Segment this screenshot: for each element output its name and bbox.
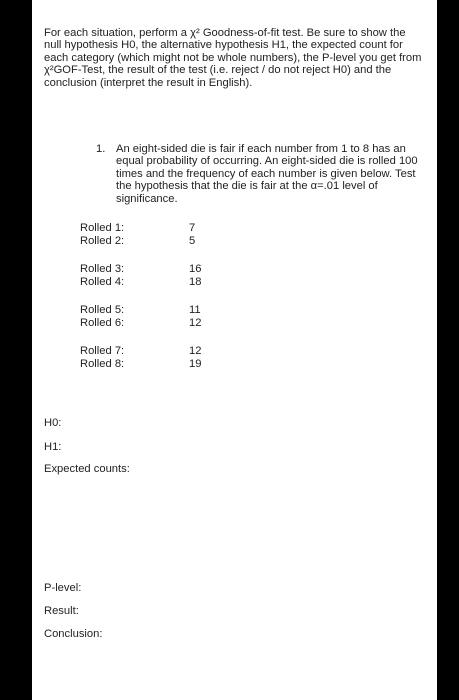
roll-count: 7 (189, 222, 196, 234)
roll-count: 11 (189, 304, 201, 316)
roll-row (80, 235, 280, 248)
roll-label: Rolled 8: (80, 358, 125, 370)
roll-count: 12 (189, 317, 202, 329)
roll-label: Rolled 1: (80, 222, 125, 234)
h1-label: H1: (44, 441, 62, 453)
roll-group (80, 304, 280, 341)
roll-row (80, 222, 280, 235)
roll-count: 5 (189, 235, 196, 247)
roll-group (80, 263, 280, 300)
expected-counts-label: Expected counts: (44, 463, 130, 475)
problem-1 (96, 143, 422, 205)
roll-group (80, 222, 280, 259)
roll-frequency-list (80, 222, 280, 386)
roll-count: 12 (189, 345, 202, 357)
roll-count: 18 (189, 276, 202, 288)
result-label: Result: (44, 605, 79, 617)
p-level-label: P-level: (44, 582, 82, 594)
h0-label: H0: (44, 417, 62, 429)
roll-row (80, 263, 280, 276)
roll-group (80, 345, 280, 382)
roll-count: 19 (189, 358, 202, 370)
roll-row (80, 276, 280, 289)
instructions-paragraph: For each situation, perform a χ² Goodness-of-fit test. Be sure to show the null hypothesis H0, the alternative hypothesis H1, the expected count for each category (which might not be whole numbers), the P-level you get from χ²GOF-Test, the result of the test (i.e. reject / do not reject H0) and the conclusion (interpret the result in English). (44, 27, 422, 89)
roll-row (80, 358, 280, 371)
problem-number: 1. (96, 143, 106, 155)
roll-row (80, 317, 280, 330)
document-page (32, 0, 437, 700)
roll-label: Rolled 6: (80, 317, 125, 329)
roll-label: Rolled 4: (80, 276, 125, 288)
roll-count: 16 (189, 263, 202, 275)
conclusion-label: Conclusion: (44, 628, 103, 640)
problem-text: An eight-sided die is fair if each number from 1 to 8 has an equal probability of occurring. An eight-sided die is rolled 100 times and the frequency of each number is given below. Test the hypothesis that the die is fair at the α=.01 level of significance. (116, 143, 418, 205)
roll-label: Rolled 2: (80, 235, 125, 247)
roll-row (80, 345, 280, 358)
roll-row (80, 304, 280, 317)
roll-label: Rolled 3: (80, 263, 125, 275)
roll-label: Rolled 7: (80, 345, 125, 357)
roll-label: Rolled 5: (80, 304, 125, 316)
